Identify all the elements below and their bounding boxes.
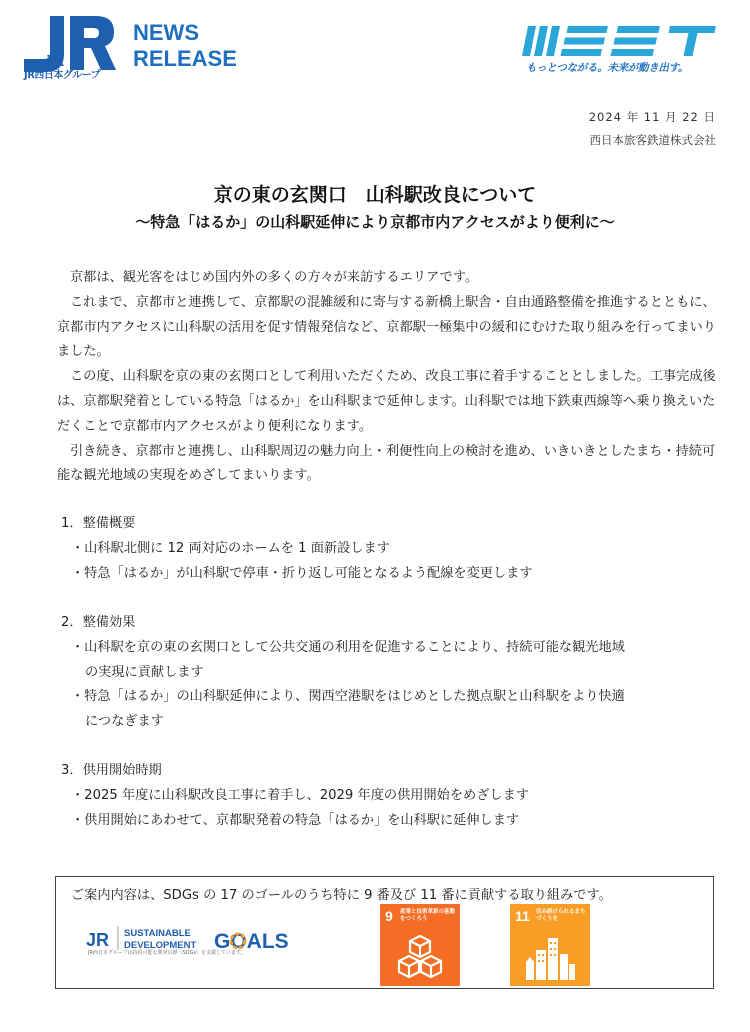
cubes-icon: [394, 932, 446, 982]
list-item: ・山科駅を京の東の玄関口として公共交通の利用を促進することにより、持続可能な観光地域: [71, 639, 625, 655]
sdg-goal-11-label: 住み続けられるまちづくりを: [536, 909, 586, 922]
body-paragraph: これまで、京都市と連携して、京都駅の混雑緩和に寄与する新橋上駅舎・自由通路整備を推進するとともに、京都市内アクセスに山科駅の活用を促す情報発信など、京都駅一極集中の緩和にむけた取り組みを行ってまいりました。: [57, 294, 716, 360]
list-item-continued: の実現に貢献します: [85, 664, 204, 680]
section-schedule: [57, 759, 727, 833]
section-effects: [57, 611, 727, 735]
body-paragraph: 引き続き、京都市と連携し、山科駅周辺の魅力向上・利便性向上の検討を進め、いきいきとしたまち・持続可能な観光地域の実現をめざしてまいります。: [57, 443, 716, 484]
group-name: JR西日本グループ: [24, 70, 101, 81]
page-subtitle: ～特急「はるか」の山科駅延伸により京都市内アクセスがより便利に～: [135, 213, 615, 231]
list-item: ・2025 年度に山科駅改良工事に着手し、2029 年度の供用開始をめざします: [71, 787, 529, 803]
city-buildings-icon: [524, 932, 576, 982]
sdgs-development: DEVELOPMENT: [124, 940, 197, 951]
company-name: 西日本旅客鉄道株式会社: [589, 133, 716, 147]
release-date: 2024 年 11 月 22 日: [588, 110, 716, 124]
west-logo: [522, 22, 718, 60]
list-item-continued: につなぎます: [85, 714, 164, 730]
sdg-goal-9-label: 産業と技術革新の基盤をつくろう: [400, 909, 456, 922]
sdgs-goals: GOALS: [214, 930, 289, 953]
section-overview: [57, 512, 727, 586]
sdg-goal-9-number: 9: [385, 908, 393, 924]
sdg-goal-9-tile: [380, 904, 460, 986]
section-heading: 1．整備概要: [61, 516, 136, 531]
jr-logo-text: JR: [44, 53, 65, 70]
page-title: 京の東の玄関口 山科駅改良について: [213, 184, 537, 206]
section-heading: 3．供用開始時期: [61, 763, 162, 778]
release-label: RELEASE: [133, 46, 237, 71]
news-release-label: [133, 20, 237, 72]
body-paragraph: この度、山科駅を京の東の玄関口として利用いただくため、改良工事に着手することとしました。工事完成後は、京都駅発着としている特急「はるか」を山科駅まで延伸します。山科駅では地下鉄東西線等へ乗り換えいただくことで京都市内アクセスがより便利になります。: [57, 369, 716, 434]
sdg-goal-11-tile: [510, 904, 590, 986]
sdg-goal-11-number: 11: [515, 908, 530, 924]
body-paragraph: 京都は、観光客をはじめ国内外の多くの方々が来訪するエリアです。: [70, 270, 479, 285]
news-label: NEWS: [133, 20, 199, 45]
sdgs-sustainable: SUSTAINABLE: [124, 928, 191, 939]
sdgs-jr-text: JR: [86, 930, 110, 950]
list-item: ・供用開始にあわせて、京都駅発着の特急「はるか」を山科駅に延伸します: [71, 812, 520, 828]
west-logo-text: WEST: [522, 22, 525, 23]
list-item: ・特急「はるか」の山科駅延伸により、関西空港駅をはじめとした拠点駅と山科駅をより快適: [71, 689, 625, 705]
section-heading: 2．整備効果: [61, 615, 136, 630]
sdgs-note: ご案内内容は、SDGs の 17 のゴールのうち特に 9 番及び 11 番に貢献する取り組みです。: [71, 888, 612, 903]
list-item: ・特急「はるか」が山科駅で停車・折り返し可能となるよう配線を変更します: [71, 565, 533, 581]
tagline: もっとつながる。未来が動き出す。: [526, 62, 689, 74]
list-item: ・山科駅北側に 12 両対応のホームを 1 面新設します: [71, 540, 390, 556]
sdgs-fine-print: JR西日本グループは持続可能な開発目標（SDGs）を支援しています。: [88, 950, 246, 956]
intro-body: [57, 266, 717, 489]
